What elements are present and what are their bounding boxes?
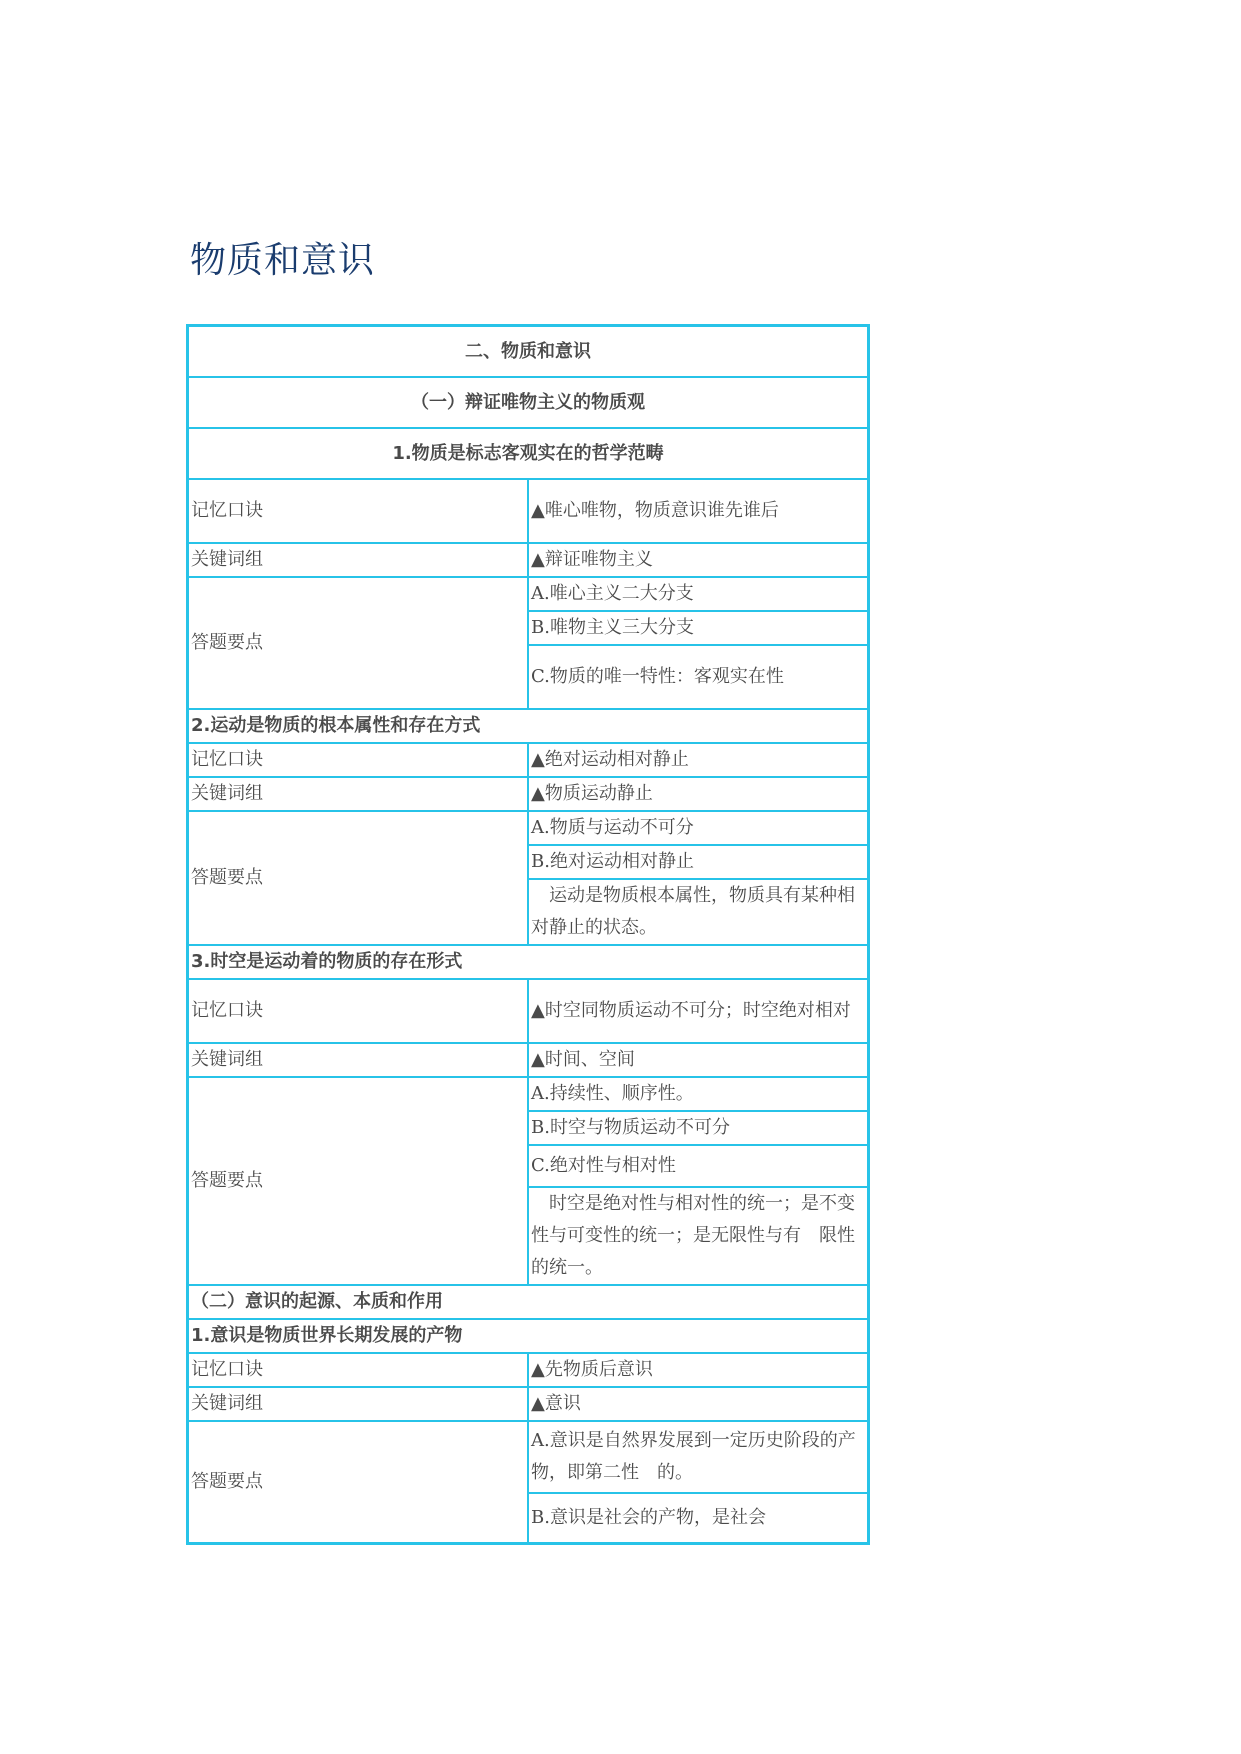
topic-heading: 3.时空是运动着的物质的存在形式 — [188, 945, 869, 979]
keyword-label: 关键词组 — [188, 777, 529, 811]
memory-value: ▲唯心唯物，物质意识谁先谁后 — [528, 479, 869, 543]
keyword-value: ▲辩证唯物主义 — [528, 543, 869, 577]
notes-table — [186, 324, 870, 1545]
memory-label: 记忆口诀 — [188, 743, 529, 777]
memory-value: ▲绝对运动相对静止 — [528, 743, 869, 777]
answer-point: C.物质的唯一特性：客观实在性 — [528, 645, 869, 709]
answer-point: B.绝对运动相对静止 — [528, 845, 869, 879]
section-heading: （二）意识的起源、本质和作用 — [188, 1285, 869, 1319]
answer-label: 答题要点 — [188, 811, 529, 945]
memory-label: 记忆口诀 — [188, 479, 529, 543]
topic-heading: 1.物质是标志客观实在的哲学范畴 — [188, 428, 869, 479]
answer-point: A.物质与运动不可分 — [528, 811, 869, 845]
answer-point: 运动是物质根本属性，物质具有某种相对静止的状态。 — [528, 879, 869, 945]
answer-label: 答题要点 — [188, 1077, 529, 1285]
answer-point: A.意识是自然界发展到一定历史阶段的产物，即第二性 的。 — [528, 1421, 869, 1493]
topic-heading: 2.运动是物质的根本属性和存在方式 — [188, 709, 869, 743]
answer-point: 时空是绝对性与相对性的统一；是不变性与可变性的统一；是无限性与有 限性的统一。 — [528, 1187, 869, 1285]
keyword-label: 关键词组 — [188, 543, 529, 577]
answer-point: A.唯心主义二大分支 — [528, 577, 869, 611]
memory-label: 记忆口诀 — [188, 1353, 529, 1387]
section-heading: （一）辩证唯物主义的物质观 — [188, 377, 869, 428]
keyword-value: ▲时间、空间 — [528, 1043, 869, 1077]
table-header: 二、物质和意识 — [188, 326, 869, 378]
memory-value: ▲先物质后意识 — [528, 1353, 869, 1387]
answer-point: B.时空与物质运动不可分 — [528, 1111, 869, 1145]
answer-point: B.唯物主义三大分支 — [528, 611, 869, 645]
keyword-value: ▲物质运动静止 — [528, 777, 869, 811]
answer-label: 答题要点 — [188, 577, 529, 709]
answer-point: A.持续性、顺序性。 — [528, 1077, 869, 1111]
memory-label: 记忆口诀 — [188, 979, 529, 1043]
memory-value: ▲时空同物质运动不可分；时空绝对相对 — [528, 979, 869, 1043]
keyword-label: 关键词组 — [188, 1043, 529, 1077]
keyword-label: 关键词组 — [188, 1387, 529, 1421]
answer-point: B.意识是社会的产物，是社会 — [528, 1493, 869, 1544]
answer-point: C.绝对性与相对性 — [528, 1145, 869, 1187]
keyword-value: ▲意识 — [528, 1387, 869, 1421]
page-title: 物质和意识 — [190, 240, 376, 281]
answer-label: 答题要点 — [188, 1421, 529, 1544]
topic-heading: 1.意识是物质世界长期发展的产物 — [188, 1319, 869, 1353]
